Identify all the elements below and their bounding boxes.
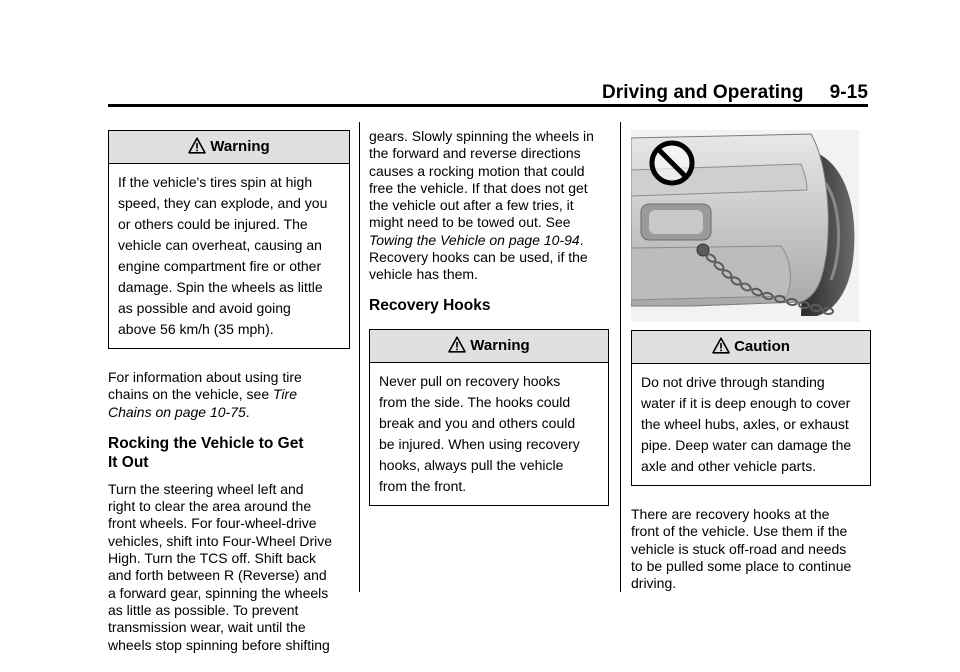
- warning-header: [370, 330, 608, 363]
- caution-line: pipe. Deep water can damage the: [641, 437, 852, 453]
- rocking-paragraph: Turn the steering wheel left and right to clear the area around the front wheels. For four-wheel-drive vehicles, shift into Four-Wheel Drive High. Turn the TCS off. Shift back and forth between R (Reverse) and a forward gear, spinning the wheels as little as possible. To prevent transmission wear, wait until the wheels stop spinning before shifting: [108, 480, 333, 653]
- warning-line: from the front.: [379, 477, 467, 494]
- warning-body: [109, 164, 349, 348]
- recovery-hooks-paragraph: There are recovery hooks at the front of the vehicle. Use them if the vehicle is stuck off-road and needs to be pulled some place to continue driving.: [631, 506, 852, 592]
- column-3: [631, 122, 871, 592]
- warning-line: speed, they can explode, and you: [118, 195, 328, 211]
- column-divider-2: [620, 122, 621, 592]
- warning-line: Never pull on recovery hooks: [379, 372, 561, 389]
- column-2: [369, 122, 611, 506]
- header-rule: [108, 104, 868, 107]
- warning-line: above 56 km/h (35 mph).: [118, 321, 274, 337]
- rocking-paragraph-continued: gears. Slowly spinning the wheels in the forward and reverse directions causes a rocking motion that could free the vehicle. If that does not get the vehicle out after a few tries, it might need to be towed out. See Towing the Vehicle on page 10-94. Recovery hooks can be used, if the vehicle has them.: [369, 128, 594, 283]
- warning-line: vehicle can overheat, causing an: [118, 237, 322, 253]
- warning-line: damage. Spin the wheels as little: [118, 279, 323, 295]
- warning-line: from the side. The hooks could: [379, 393, 571, 410]
- standing-water-caution-box: [631, 330, 871, 486]
- recovery-hooks-heading: Recovery Hooks: [369, 296, 491, 314]
- warning-line: break and you and others could: [379, 414, 576, 431]
- warning-triangle-icon: [188, 134, 206, 166]
- warning-title: Warning: [210, 138, 270, 155]
- warning-line: engine compartment fire or other: [118, 258, 322, 274]
- caution-title: Caution: [734, 338, 790, 355]
- tire-spin-warning-box: [108, 130, 350, 349]
- warning-line: hooks, always pull the vehicle: [379, 456, 564, 473]
- rocking-heading: Rocking the Vehicle to Get It Out: [108, 434, 304, 471]
- tire-chains-link[interactable]: Chains on page 10-75: [108, 403, 246, 420]
- tire-chains-paragraph: For information about using tire chains on the vehicle, see Tire Chains on page 10-75.: [108, 369, 302, 420]
- warning-triangle-icon: [712, 334, 730, 366]
- warning-title: Warning: [470, 336, 530, 354]
- caution-line: the wheel hubs, axles, or exhaust: [641, 416, 849, 432]
- caution-line: water if it is deep enough to cover: [641, 395, 851, 411]
- warning-line: be injured. When using recovery: [379, 435, 580, 452]
- prohibited-icon: [647, 138, 697, 188]
- caution-header: [632, 331, 870, 364]
- section-title: Driving and Operating: [601, 82, 804, 103]
- page-number: 9-15: [829, 82, 868, 103]
- tire-chains-link[interactable]: Tire: [273, 386, 297, 403]
- caution-line: axle and other vehicle parts.: [641, 458, 817, 474]
- recovery-hooks-warning-box: [369, 329, 609, 506]
- warning-line: as possible and avoid going: [118, 300, 291, 316]
- caution-line: Do not drive through standing: [641, 374, 825, 390]
- warning-body: [370, 363, 608, 505]
- column-divider-1: [359, 122, 360, 592]
- towing-link[interactable]: Towing the Vehicle on page 10-94: [369, 231, 580, 248]
- warning-triangle-icon: [448, 333, 466, 365]
- column-1: [108, 122, 350, 654]
- warning-header: [109, 131, 349, 164]
- page-header: [602, 82, 868, 104]
- warning-line: If the vehicle's tires spin at high: [118, 174, 313, 190]
- warning-line: or others could be injured. The: [118, 216, 308, 232]
- caution-body: [632, 364, 870, 485]
- recovery-hook-illustration: [631, 130, 859, 322]
